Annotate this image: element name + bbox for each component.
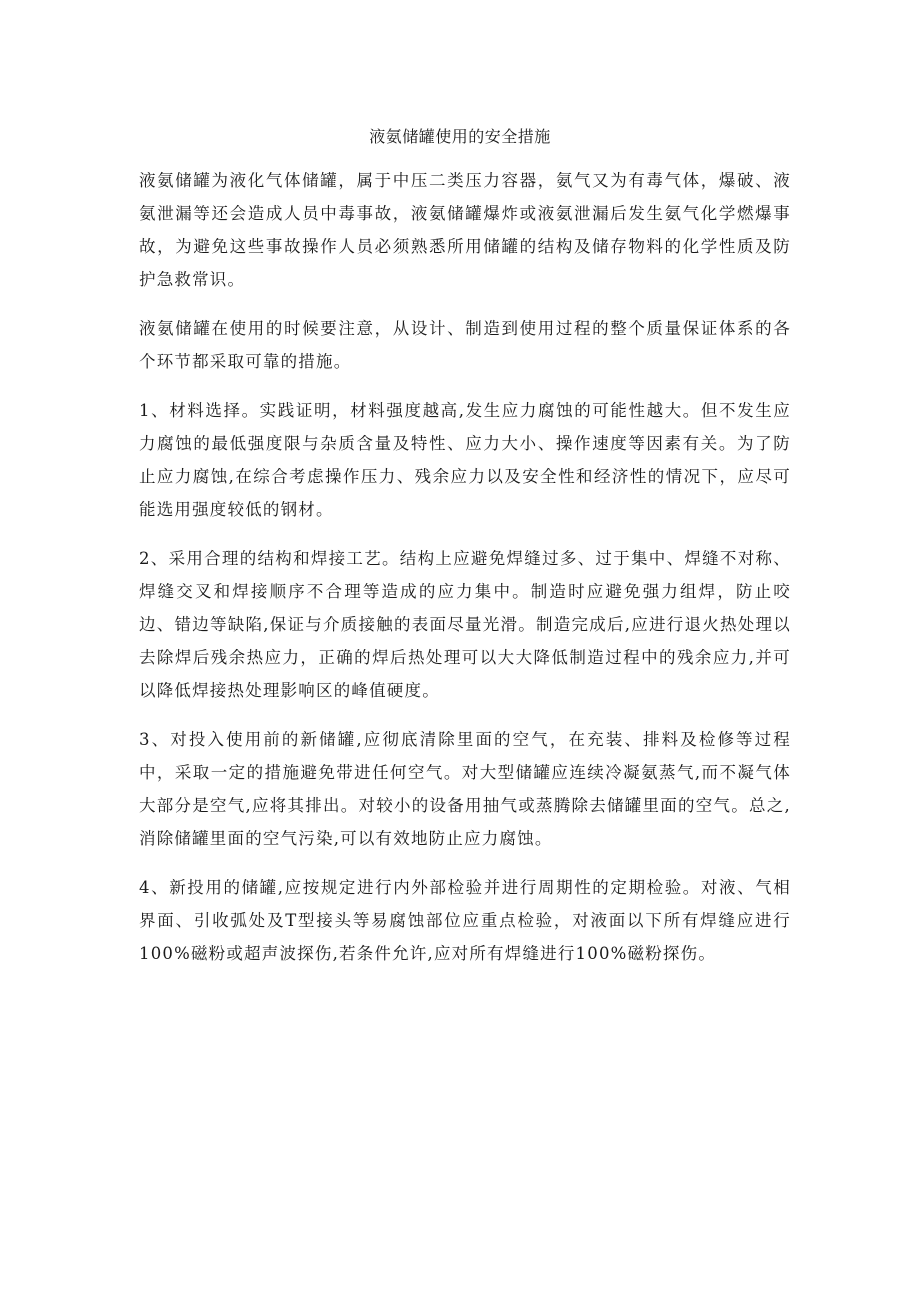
document-title: 液氨储罐使用的安全措施 bbox=[369, 127, 551, 146]
paragraph-material-selection: 1、材料选择。实践证明，材料强度越高,发生应力腐蚀的可能性越大。但不发生应力腐蚀的最低强度限与杂质含量及特性、应力大小、操作速度等因素有关。为了防止应力腐蚀,在综合考虑操作压力、残余应力以及安全性和经济性的情况下，应尽可能选用强度较低的钢材。 bbox=[139, 401, 791, 519]
paragraph-usage-note: 液氨储罐在使用的时候要注意，从设计、制造到使用过程的整个质量保证体系的各个环节都采取可靠的措施。 bbox=[139, 319, 791, 371]
paragraph-structure-welding: 2、采用合理的结构和焊接工艺。结构上应避免焊缝过多、过于集中、焊缝不对称、焊缝交叉和焊接顺序不合理等造成的应力集中。制造时应避免强力组焊，防止咬边、错边等缺陷,保证与介质接触的表面尽量光滑。制造完成后,应进行退火热处理以去除焊后残余热应力，正确的焊后热处理可以大大降低制造过程中的残余应力,并可以降低焊接热处理影响区的峰值硬度。 bbox=[139, 549, 791, 700]
paragraph-inspection: 4、新投用的储罐,应按规定进行内外部检验并进行周期性的定期检验。对液、气相界面、引收弧处及T型接头等易腐蚀部位应重点检验，对液面以下所有焊缝应进行100%磁粉或超声波探伤,若条件允许,应对所有焊缝进行100%磁粉探伤。 bbox=[139, 878, 791, 963]
paragraph-intro: 液氨储罐为液化气体储罐，属于中压二类压力容器，氨气又为有毒气体，爆破、液氨泄漏等还会造成人员中毒事故，液氨储罐爆炸或液氨泄漏后发生氨气化学燃爆事故，为避免这些事故操作人员必须熟悉所用储罐的结构及储存物料的化学性质及防护急救常识。 bbox=[139, 171, 791, 289]
document-body bbox=[139, 164, 791, 986]
paragraph-air-removal: 3、对投入使用前的新储罐,应彻底清除里面的空气，在充装、排料及检修等过程中，采取一定的措施避免带进任何空气。对大型储罐应连续冷凝氨蒸气,而不凝气体大部分是空气,应将其排出。对较小的设备用抽气或蒸腾除去储罐里面的空气。总之,消除储罐里面的空气污染,可以有效地防止应力腐蚀。 bbox=[139, 730, 791, 848]
